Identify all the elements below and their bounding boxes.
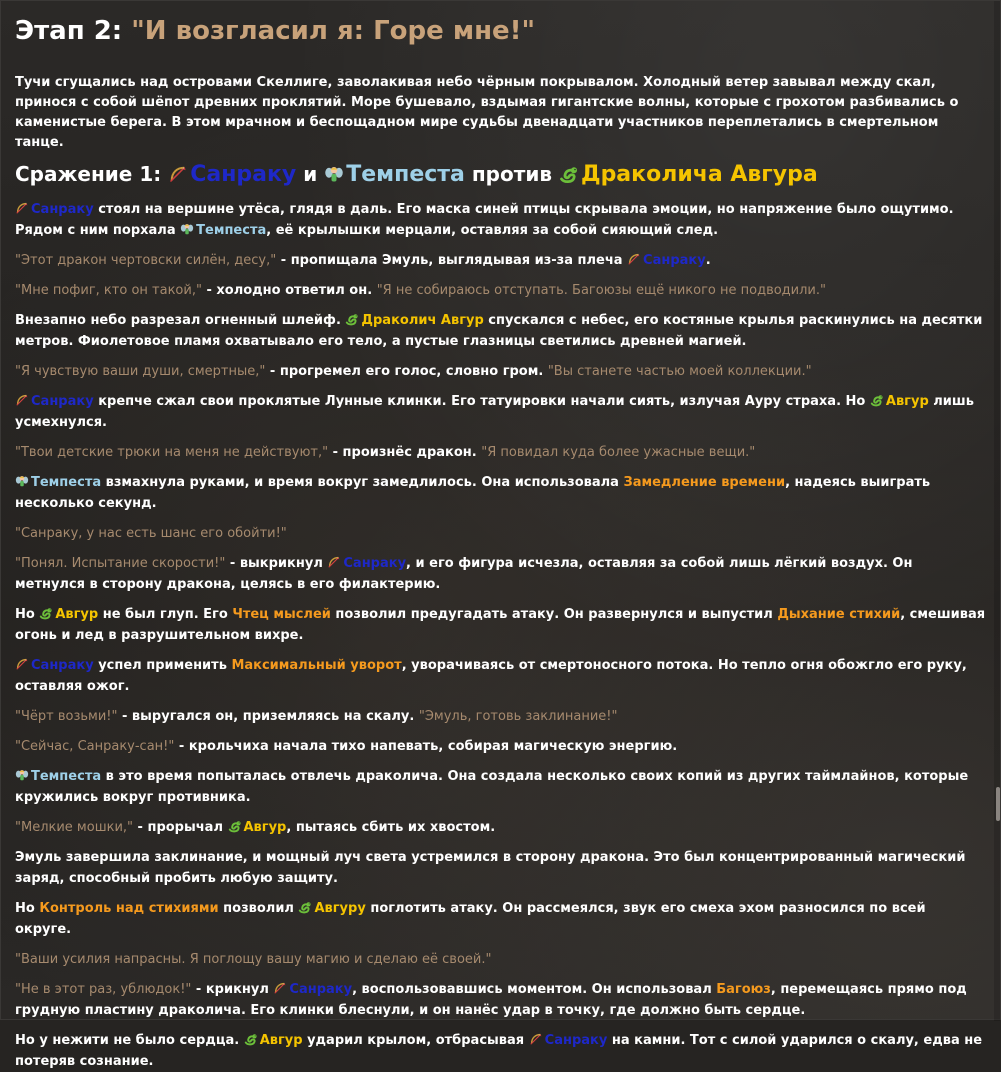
story-paragraph [15, 553, 986, 595]
character-name-tempesta: Темпеста [31, 475, 102, 490]
dragon-icon [244, 1032, 258, 1046]
narration-text: Но у нежити не было сердца. [15, 1033, 244, 1048]
scrollbar-thumb[interactable] [996, 787, 1000, 821]
bow-arrow-icon [168, 163, 188, 183]
dragon-icon [559, 163, 579, 183]
narration-text: , пытаясь сбить их хвостом. [286, 820, 496, 835]
story-paragraph [15, 1030, 986, 1072]
character-name-avgur: Авгур [55, 607, 99, 622]
story-paragraph [15, 604, 986, 646]
battle-name-tempesta: Темпеста [346, 162, 465, 187]
battle-vs: против [471, 162, 552, 186]
narration-text: ударил крылом, отбрасывая [302, 1033, 529, 1048]
fairy-icon [180, 222, 194, 236]
character-name-sanraku: Санраку [31, 202, 94, 217]
bow-arrow-icon [15, 201, 29, 215]
narration-text: , перемещаясь прямо под грудную пластину драколича. Его клинки блеснули, и он нанёс удар в точку, где должно быть сердце. [15, 982, 967, 1018]
narration-text: не был глуп. Его [98, 607, 233, 622]
narration-text: - выкрикнул [225, 556, 328, 571]
fairy-icon [324, 163, 344, 183]
character-name-tempesta: Темпеста [31, 769, 102, 784]
narration-text: спускался с небес, его костяные крылья раскинулись на десятки метров. Фиолетовое пламя охватывало его тело, а пустые глазницы светились древней магией. [15, 313, 983, 349]
bow-arrow-icon [15, 393, 29, 407]
skill-name: Багоюз [716, 982, 771, 997]
story-paragraph [15, 472, 986, 514]
narration-text: крепче сжал свои проклятые Лунные клинки. Его татуировки начали сиять, излучая Ауру страха. Но [93, 394, 870, 409]
character-name-sanraku: Санраку [544, 1033, 608, 1048]
character-name-tempesta: Темпеста [196, 223, 267, 238]
dialogue-quote: "Этот дракон чертовски силён, десу," [15, 253, 277, 268]
narration-text: . [705, 253, 711, 268]
dragon-icon [870, 393, 884, 407]
character-name-sanraku: Санраку [31, 658, 94, 673]
character-name-avgur: Авгур [885, 394, 929, 409]
narration-text: - пропищала Эмуль, выглядывая из-за плеча [276, 253, 628, 268]
dialogue-quote: "Мне пофиг, кто он такой," [15, 283, 202, 298]
bow-arrow-icon [273, 981, 287, 995]
story-paragraph [15, 391, 986, 433]
narration-text: - прорычал [133, 820, 228, 835]
story-paragraph [15, 898, 986, 940]
story-paragraph [15, 199, 986, 241]
narration-text: взмахнула руками, и время вокруг замедлилось. Она использовала [101, 475, 624, 490]
narration-text: позволил [218, 901, 299, 916]
dialogue-quote: "Я не собираюсь отступать. Багоюзы ещё никого не подводили." [376, 283, 826, 298]
bow-arrow-icon [15, 657, 29, 671]
narration-text: Но [15, 607, 40, 622]
narration-text: - холодно ответил он. [201, 283, 377, 298]
scrollbar[interactable] [994, 1, 1000, 1021]
dialogue-quote: "Я чувствую ваши души, смертные," [15, 364, 266, 379]
dialogue-quote: "Санраку, у нас есть шанс его обойти!" [15, 526, 287, 541]
character-name-sanraku: Санраку [643, 253, 706, 268]
battle-name-avgur: Драколича Авгура [580, 162, 818, 187]
bow-arrow-icon [327, 555, 341, 569]
narration-text: - выругался он, приземляясь на скалу. [117, 709, 419, 724]
stage-title [15, 15, 986, 47]
narration-text: , воспользовавшись моментом. Он использовал [352, 982, 717, 997]
intro-paragraph: Тучи сгущались над островами Скеллиге, заволакивая небо чёрным покрывалом. Холодный ветер завывал между скал, принося с собой шёпот древних проклятий. Море бушевало, вздымая гигантские волны, которые с грохотом разбивались о каменистые берега. В этом мрачном и беспощадном мире судьбы двенадцати участников переплетались в смертельном танце. [15, 75, 959, 150]
story-paragraph [15, 979, 986, 1021]
narration-text: , её крылышки мерцали, оставляя за собой сияющий след. [266, 223, 719, 238]
story-paragraph [15, 361, 986, 382]
character-name-sanraku: Санраку [289, 982, 353, 997]
story-paragraph [15, 817, 986, 838]
bow-arrow-icon [627, 252, 641, 266]
dragon-icon [298, 900, 312, 914]
story-paragraph [15, 949, 986, 970]
character-name-avgur: Драколич Авгур [361, 313, 484, 328]
narration-text: , уворачиваясь от смертоносного потока. Но тепло огня обожгло его руку, оставляя ожог. [15, 658, 967, 694]
story-paragraph [15, 766, 986, 808]
narration-text: Внезапно небо разрезал огненный шлейф. [15, 313, 346, 328]
story-body [15, 199, 986, 1072]
dialogue-quote: "Не в этот раз, ублюдок!" [15, 982, 192, 997]
story-paragraph [15, 847, 986, 889]
character-name-sanraku: Санраку [343, 556, 407, 571]
narration-text: , и его фигура исчезла, оставляя за собой лишь лёгкий воздух. Он метнулся в сторону дракона, целясь в его филактерию. [15, 556, 913, 592]
stage-quote: "И возгласил я: Горе мне!" [131, 16, 536, 46]
character-name-avgur: Авгур [259, 1033, 303, 1048]
battle-name-sanraku: Санраку [190, 162, 297, 187]
battle-and: и [303, 162, 318, 186]
fairy-icon [15, 474, 29, 488]
dialogue-quote: "Сейчас, Санраку-сан!" [15, 739, 175, 754]
skill-name: Замедление времени [623, 475, 786, 490]
narration-text: - крикнул [191, 982, 274, 997]
narration-text: - крольчиха начала тихо напевать, собирая магическую энергию. [174, 739, 678, 754]
dialogue-quote: "Ваши усилия напрасны. Я поглощу вашу магию и сделаю её своей." [15, 952, 492, 967]
battle-prefix: Сражение 1: [15, 162, 162, 186]
narration-text: , надеясь выиграть несколько секунд. [15, 475, 931, 511]
character-name-avgur: Авгуру [314, 901, 366, 916]
dialogue-quote: "Я повидал куда более ужасные вещи." [481, 445, 756, 460]
bow-arrow-icon [529, 1032, 543, 1046]
dialogue-quote: "Чёрт возьми!" [15, 709, 118, 724]
narration-text: на камни. Тот с силой ударился о скалу, едва не потеряв сознание. [15, 1033, 983, 1069]
narration-text: поглотить атаку. Он рассмеялся, звук его смеха эхом разносился по всей округе. [15, 901, 926, 937]
narration-text: в это время попыталась отвлечь драколича. Она создала несколько своих копий из других таймлайнов, которые кружились вокруг противника. [15, 769, 969, 805]
story-paragraph [15, 736, 986, 757]
narration-text: лишь усмехнулся. [15, 394, 974, 430]
character-name-avgur: Авгур [243, 820, 287, 835]
narration-text: , смешивая огонь и лед в разрушительном вихре. [15, 607, 986, 643]
narration-text: Но [15, 901, 40, 916]
story-paragraph [15, 523, 986, 544]
skill-name: Чтец мыслей [232, 607, 331, 622]
narration-text: - произнёс дракон. [328, 445, 482, 460]
skill-name: Дыхание стихий [777, 607, 901, 622]
dragon-icon [39, 606, 53, 620]
dialogue-quote: "Вы станете частью моей коллекции." [547, 364, 812, 379]
skill-name: Контроль над стихиями [39, 901, 219, 916]
fairy-icon [15, 768, 29, 782]
dragon-icon [228, 819, 242, 833]
story-paragraph [15, 250, 986, 271]
dragon-icon [345, 312, 359, 326]
dialogue-quote: "Твои детские трюки на меня не действуют," [15, 445, 329, 460]
dialogue-quote: "Мелкие мошки," [15, 820, 134, 835]
narration-text: стоял на вершине утёса, глядя в даль. Его маска синей птицы скрывала эмоции, но напряжение было ощутимо. Рядом с ним порхала [15, 202, 954, 238]
narration-text: - прогремел его голос, словно гром. [265, 364, 548, 379]
dialogue-quote: "Эмуль, готовь заклинание!" [418, 709, 618, 724]
story-paragraph [15, 280, 986, 301]
story-paragraph [15, 442, 986, 463]
narration-text: Эмуль завершила заклинание, и мощный луч света устремился в сторону дракона. Это был концентрированный магический заряд, способный пробить любую защиту. [15, 850, 966, 886]
narration-text: успел применить [93, 658, 232, 673]
narration-text: позволил предугадать атаку. Он развернулся и выпустил [330, 607, 778, 622]
story-paragraph [15, 706, 986, 727]
skill-name: Максимальный уворот [231, 658, 402, 673]
stage-number: Этап 2: [15, 16, 123, 46]
dialogue-quote: "Понял. Испытание скорости!" [15, 556, 226, 571]
story-paragraph [15, 655, 986, 697]
story-paragraph [15, 310, 986, 352]
character-name-sanraku: Санраку [31, 394, 94, 409]
battle-title [15, 160, 986, 189]
